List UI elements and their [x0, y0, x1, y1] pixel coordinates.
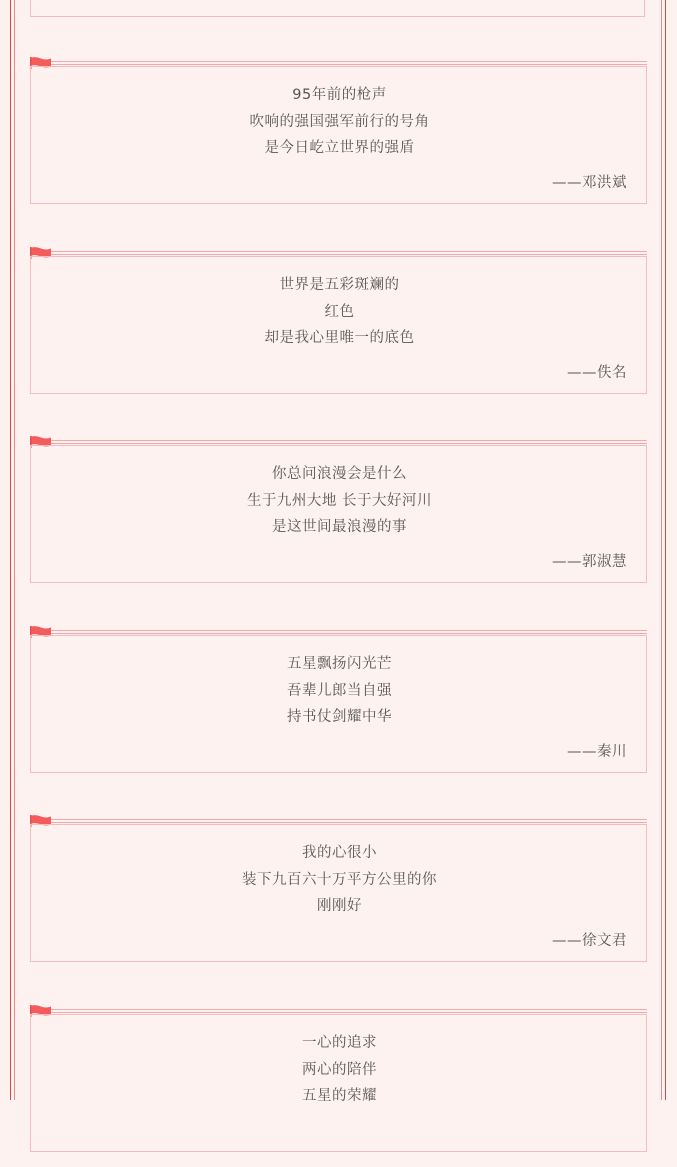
title-rule [50, 61, 647, 65]
poem-line: 生于九州大地 长于大好河川 [246, 492, 433, 509]
poem-line: 是这世间最浪漫的事 [272, 519, 407, 535]
title-rule [50, 819, 647, 823]
poem-author: ——秦川 [567, 744, 627, 760]
poem-entry [0, 1007, 677, 1167]
previous-poem-card [30, 0, 645, 17]
poem-entry [0, 438, 677, 598]
title-rule [50, 251, 647, 255]
poem-line: 两心的陪伴 [302, 1061, 377, 1078]
poem-card [30, 824, 647, 962]
poem-line: 吾辈儿郎当自强 [287, 682, 392, 699]
poem-line: 却是我心里唯一的底色 [264, 330, 415, 346]
poem-line: 持书仗剑耀中华 [287, 709, 392, 725]
poem-line: 吹响的强国强军前行的号角 [249, 113, 430, 130]
poem-text [31, 840, 648, 920]
poem-line: 五星的荣耀 [302, 1088, 377, 1104]
poem-line: 五星飘扬闪光芒 [287, 656, 392, 672]
poem-author: ——郭淑慧 [552, 554, 627, 570]
poem-line: 刚刚好 [317, 898, 362, 914]
poem-card [30, 635, 647, 773]
poem-text [31, 651, 648, 731]
poem-card [30, 445, 647, 583]
title-rule [50, 630, 647, 634]
poem-author: ——徐文君 [552, 933, 627, 949]
poem-line: 装下九百六十万平方公里的你 [242, 871, 437, 888]
poem-text [31, 82, 648, 162]
poem-entry [0, 628, 677, 788]
poem-line: 世界是五彩斑斓的 [279, 277, 400, 293]
poem-line: 95年前的枪声 [292, 87, 387, 103]
poem-card [30, 66, 647, 204]
title-rule [50, 440, 647, 444]
poem-text [31, 1030, 648, 1110]
poem-author: ——佚名 [567, 365, 627, 381]
poem-entry [0, 817, 677, 977]
poem-line: 是今日屹立世界的强盾 [264, 140, 415, 156]
poem-card [30, 256, 647, 394]
title-rule [50, 1009, 647, 1013]
poem-line: 我的心很小 [302, 845, 377, 861]
poem-line: 红色 [324, 303, 355, 320]
poem-card [30, 1014, 647, 1152]
poem-entry [0, 59, 677, 219]
poem-author: ——邓洪斌 [552, 175, 627, 191]
poem-text [31, 272, 648, 352]
poem-line: 你总问浪漫会是什么 [272, 466, 407, 482]
poem-entry [0, 249, 677, 409]
poem-text [31, 461, 648, 541]
poem-line: 一心的追求 [302, 1035, 377, 1051]
